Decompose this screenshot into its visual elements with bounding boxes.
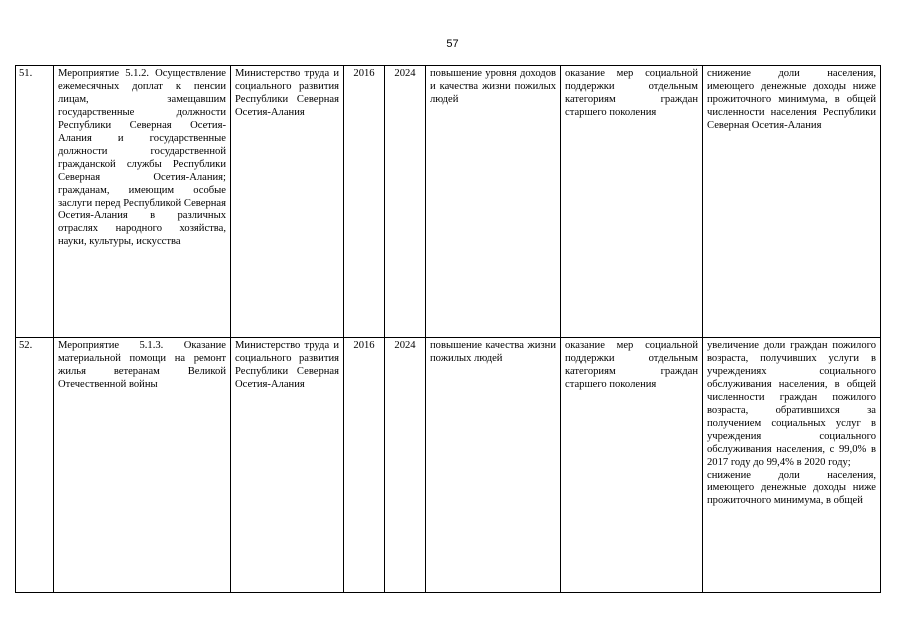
start-year-cell: 2016 [344,338,385,593]
row-number: 52. [16,338,54,593]
executor-cell: Министерство труда и социального развития Республики Северная Осетия-Алания [231,66,344,338]
indicator-cell: увеличение доли граждан пожилого возраста, получивших услуги в учреждениях социального обслуживания населения, в общей численности граждан пожилого возраста, обратившихся за получением социальных услуг в учреждения социального обслуживания населения, с 99,0% в 2017 году до 99,4% в 2020 году; снижение доли населения, имеющего денежные доходы ниже прожиточного минимума, в общей [703,338,881,593]
program-measures-table [15,65,881,593]
page-number: 57 [446,38,459,50]
start-year-cell: 2016 [344,66,385,338]
end-year-cell: 2024 [385,338,426,593]
measure-cell: Мероприятие 5.1.3. Оказание материальной помощи на ремонт жилья ветеранам Великой Отечественной войны [54,338,231,593]
table-row [16,338,881,593]
table-row [16,66,881,338]
indicator-cell: снижение доли населения, имеющего денежные доходы ниже прожиточного минимума, в общей численности населения Республики Северная Осетия-Алания [703,66,881,338]
goal-cell: повышение уровня доходов и качества жизни пожилых людей [426,66,561,338]
executor-cell: Министерство труда и социального развития Республики Северная Осетия-Алания [231,338,344,593]
task-cell: оказание мер социальной поддержки отдельным категориям граждан старшего поколения [561,338,703,593]
row-number: 51. [16,66,54,338]
task-cell: оказание мер социальной поддержки отдельным категориям граждан старшего поколения [561,66,703,338]
measure-cell: Мероприятие 5.1.2. Осуществление ежемесячных доплат к пенсии лицам, замещавшим государственные должности Республики Северная Осетия-Алания и государственные должности государственной гражданской службы Республики Северная Осетия-Алания; гражданам, имеющим особые заслуги перед Республикой Северная Осетия-Алания в различных отраслях народного хозяйства, науки, культуры, искусства [54,66,231,338]
end-year-cell: 2024 [385,66,426,338]
goal-cell: повышение качества жизни пожилых людей [426,338,561,593]
